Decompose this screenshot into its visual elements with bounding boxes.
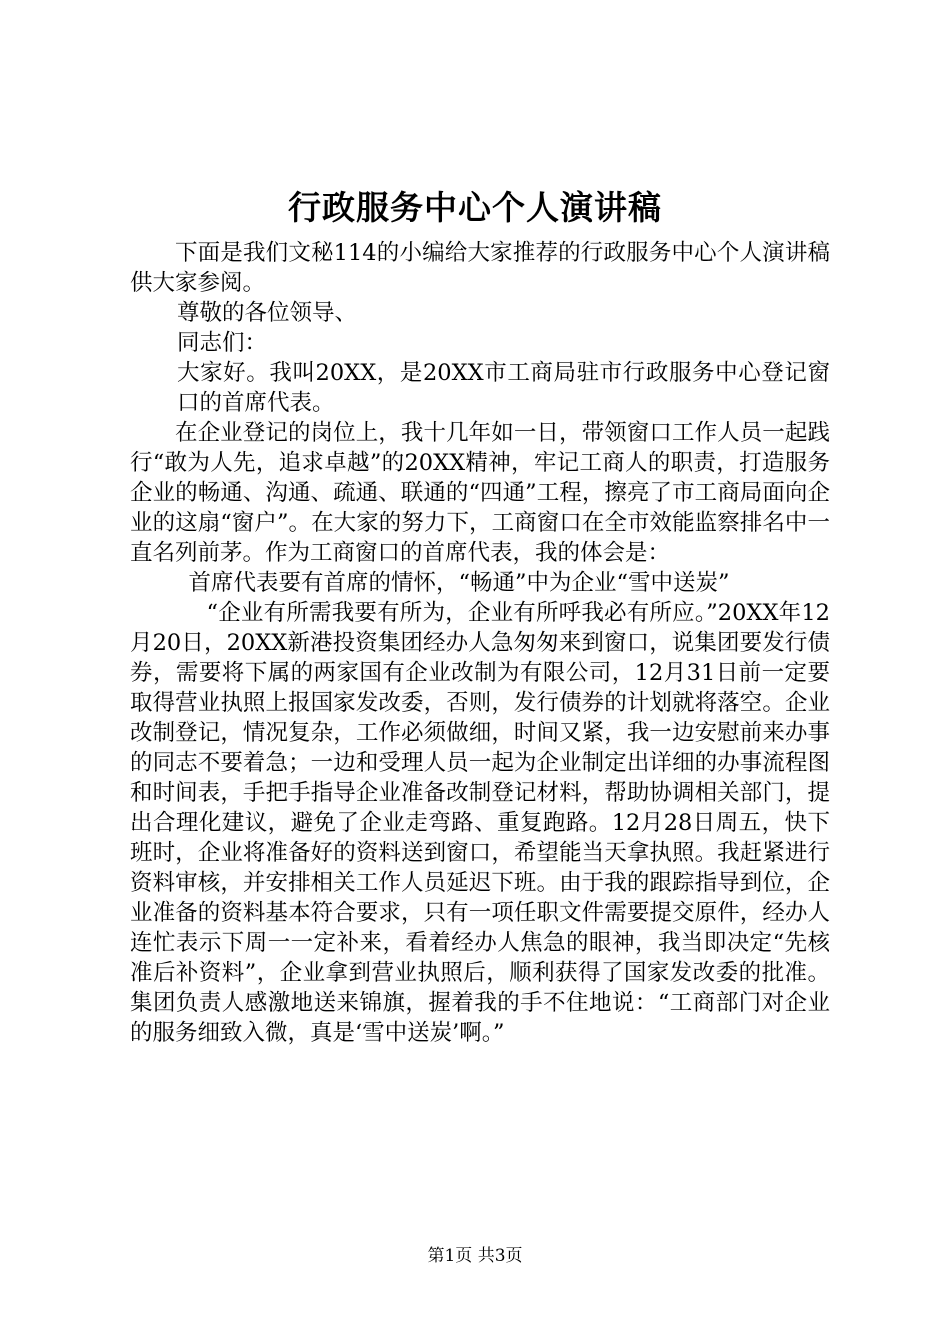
intro-paragraph: 下面是我们文秘114的小编给大家推荐的行政服务中心个人演讲稿供大家参阅。: [130, 240, 830, 296]
page-footer: 第1页 共3页: [427, 1246, 523, 1266]
greeting-paragraph: 大家好。我叫20XX，是20XX市工商局驻市行政服务中心登记窗口的首席代表。: [177, 360, 830, 416]
salutation-leaders: 尊敬的各位领导、: [177, 300, 358, 326]
section-heading: 首席代表要有首席的情怀，“畅通”中为企业“雪中送炭”: [188, 570, 730, 596]
body-paragraph: “企业有所需我要有所为，企业有所呼我必有所应。”20XX年12月20日，20XX新港投资集团经办人急匆匆来到窗口，说集团要发行债券，需要将下属的两家国有企业改制为有限公司，12月31日前一定要取得营业执照上报国家发改委，否则，发行债券的计划就将落空。企业改制登记，情况复杂，工作必须做细，时间又紧，我一边安慰前来办事的同志不要着急；一边和受理人员一起为企业制定出详细的办事流程图和时间表，手把手指导企业准备改制登记材料，帮助协调相关部门，提出合理化建议，避免了企业走弯路、重复跑路。12月28日周五，快下班时，企业将准备好的资料送到窗口，希望能当天拿执照。我赶紧进行资料审核，并安排相关工作人员延迟下班。由于我的跟踪指导到位，企业准备的资料基本符合要求，只有一项任职文件需要提交原件，经办人连忙表示下周一一定补来，看着经办人焦急的眼神，我当即决定“先核准后补资料”，企业拿到营业执照后，顺利获得了国家发改委的批准。集团负责人感激地送来锦旗，握着我的手不住地说：“工商部门对企业的服务细致入微，真是‘雪中送炭’啊。”: [130, 600, 830, 1046]
salutation-comrades: 同志们：: [177, 330, 268, 356]
body-paragraph: 在企业登记的岗位上，我十几年如一日，带领窗口工作人员一起践行“敢为人先，追求卓越”的20XX精神，牢记工商人的职责，打造服务企业的畅通、沟通、疏通、联通的“四通”工程，擦亮了市工商局面向企业的这扇“窗户”。在大家的努力下，工商窗口在全市效能监察排名中一直名列前茅。作为工商窗口的首席代表，我的体会是：: [130, 420, 830, 566]
document-title: 行政服务中心个人演讲稿: [288, 188, 662, 227]
document-body: [130, 238, 830, 1048]
